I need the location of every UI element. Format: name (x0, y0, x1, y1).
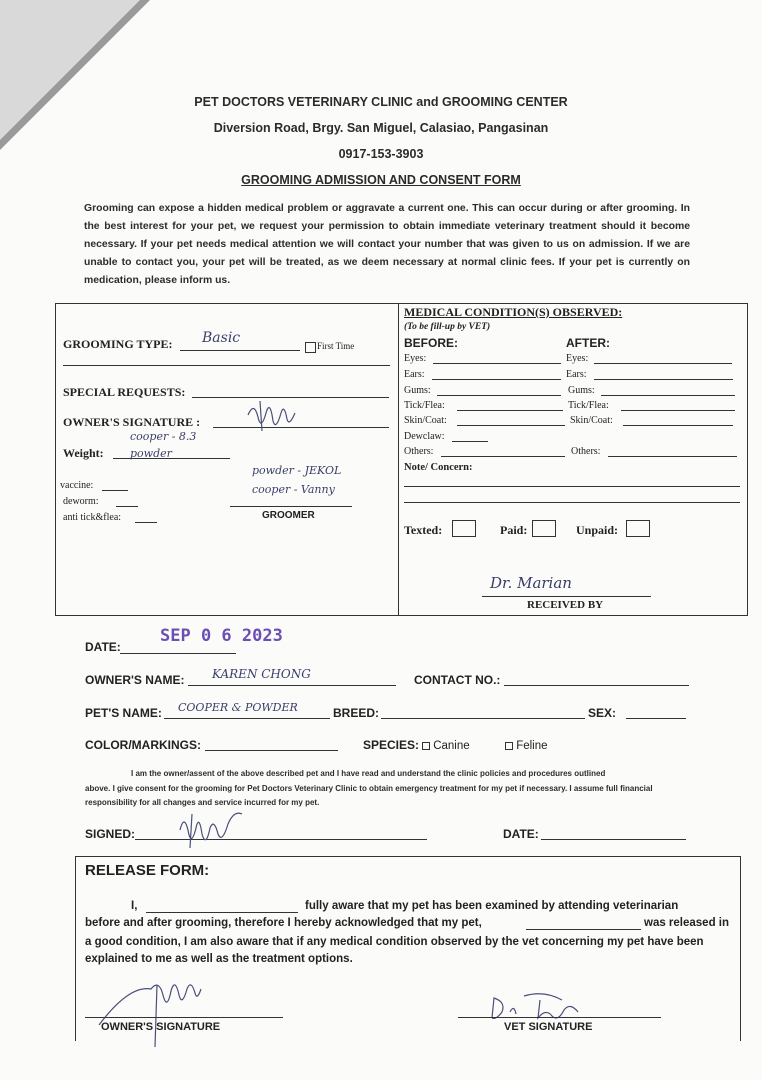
owner-signature-scribble (240, 395, 310, 435)
weight-note-cooper: cooper - 8.3 (130, 430, 197, 443)
groomer-note-powder: powder - JEKOL (252, 464, 342, 477)
owner-signature-label: OWNER'S SIGNATURE : (63, 415, 201, 429)
release-title: RELEASE FORM: (85, 862, 210, 879)
contact-label: CONTACT NO.: (414, 673, 501, 687)
first-time-label: First Time (317, 341, 355, 351)
weight-note-powder: powder (130, 447, 172, 460)
folded-corner-shade (0, 0, 140, 140)
after-eyes-field[interactable] (594, 363, 732, 364)
clinic-phone: 0917-153-3903 (338, 147, 424, 161)
owner-name-value: KAREN CHONG (212, 667, 311, 681)
groomer-line (230, 506, 352, 507)
weight-label: Weight: (63, 446, 104, 460)
release-pet-field[interactable] (526, 929, 641, 930)
release-i-label: I, (131, 900, 138, 912)
feline-label: Feline (516, 740, 548, 752)
first-time-checkbox[interactable] (305, 339, 316, 357)
note-line-1[interactable] (404, 486, 740, 487)
dewclaw-label: Dewclaw: (404, 431, 445, 442)
grooming-type-value[interactable]: Basic (202, 330, 241, 346)
unpaid-label: Unpaid: (576, 523, 619, 537)
medical-subtitle: (To be fill-up by VET) (404, 322, 491, 332)
consent-date-field[interactable] (541, 839, 686, 840)
after-ears-field[interactable] (594, 379, 733, 380)
color-markings-label: COLOR/MARKINGS: (85, 738, 201, 752)
pet-name-label: PET'S NAME: (85, 706, 162, 720)
after-gums-field[interactable] (601, 395, 735, 396)
note-concern-label: Note/ Concern: (404, 462, 473, 473)
note-line-2[interactable] (404, 502, 740, 503)
date-stamp: SEP 0 6 2023 (160, 626, 283, 646)
release-left-border (75, 856, 76, 1041)
date-field[interactable] (120, 653, 236, 654)
before-tickflea-label: Tick/Flea: (404, 400, 445, 411)
form-title: GROOMING ADMISSION AND CONSENT FORM (241, 173, 521, 187)
before-skincoat-label: Skin/Coat: (404, 415, 447, 426)
received-by-label: RECEIVED BY (527, 599, 604, 611)
contact-field[interactable] (504, 685, 689, 686)
groomer-label: GROOMER (262, 510, 315, 521)
release-right-border (740, 856, 741, 1041)
special-requests-label: SPECIAL REQUESTS: (63, 385, 186, 399)
after-eyes-label: Eyes: (566, 353, 589, 364)
vet-sig-label: VET SIGNATURE (504, 1021, 593, 1033)
before-ears-label: Ears: (404, 369, 425, 380)
after-skincoat-field[interactable] (623, 425, 733, 426)
owner-sig-label: OWNER'S SIGNATURE (101, 1021, 221, 1033)
date-label: DATE: (85, 640, 121, 654)
before-gums-label: Gums: (404, 385, 431, 396)
owner-name-field[interactable] (188, 685, 396, 686)
release-text-3: was released in (644, 917, 730, 929)
medical-title: MEDICAL CONDITION(S) OBSERVED: (404, 305, 623, 319)
feline-option[interactable] (505, 740, 548, 752)
deworm-label: deworm: (63, 496, 99, 507)
color-markings-field[interactable] (205, 750, 338, 751)
clinic-address: Diversion Road, Brgy. San Miguel, Calasiao, Pangasinan (213, 121, 549, 135)
others-before-label: Others: (404, 446, 434, 457)
consent-date-label: DATE: (503, 827, 539, 841)
after-tickflea-label: Tick/Flea: (568, 400, 609, 411)
vaccine-line (102, 490, 128, 491)
release-text-2: before and after grooming, therefore I hereby acknowledged that my pet, (85, 917, 482, 929)
breed-field[interactable] (381, 718, 585, 719)
groomer-note-cooper: cooper - Vanny (252, 483, 335, 496)
after-ears-label: Ears: (566, 369, 587, 380)
paid-checkbox[interactable] (532, 520, 556, 537)
box-divider (398, 303, 399, 616)
sex-field[interactable] (626, 718, 686, 719)
release-top-border (75, 856, 741, 857)
received-by-value: Dr. Marian (490, 574, 572, 592)
consent-text-rest: above. I give consent for the grooming for Pet Doctors Veterinary Clinic to obtain emergency treatment for my pet if necessary. I assume full financial responsibility for all changes and service incurred for my pet. (85, 784, 653, 807)
sex-label: SEX: (588, 706, 617, 720)
before-eyes-label: Eyes: (404, 353, 427, 364)
release-owner-field[interactable] (146, 912, 298, 913)
texted-checkbox[interactable] (452, 520, 476, 537)
release-owner-sig-line[interactable] (85, 1017, 283, 1018)
pet-name-field[interactable] (164, 718, 330, 719)
before-label: BEFORE: (404, 336, 458, 350)
grooming-type-rule (63, 365, 390, 366)
consent-signature-scribble (170, 808, 250, 853)
owner-name-label: OWNER'S NAME: (85, 673, 185, 687)
intro-paragraph: Grooming can expose a hidden medical problem or aggravate a current one. This can occur during or after grooming. In the best interest for your pet, we request your permission to obtain immediate veterinary treatment should it become necessary. If your pet needs medical attention we will contact your number that was given to us on admission. If we are unable to contact you, your pet will be treated, as we deem necessary at normal clinic fees. If your pet is currently on medication, please inform us. (84, 203, 690, 286)
antitick-line (135, 522, 157, 523)
signed-label: SIGNED: (85, 827, 136, 841)
pet-name-value: COOPER & POWDER (178, 701, 298, 714)
canine-label: Canine (433, 740, 470, 752)
before-eyes-field[interactable] (433, 363, 561, 364)
texted-label: Texted: (404, 523, 443, 537)
consent-text-line1: I am the owner/assent of the above described pet and I have read and understand the clinic policies and procedures outlined (131, 769, 606, 778)
species-label: SPECIES: (363, 738, 420, 752)
after-skincoat-label: Skin/Coat: (570, 415, 613, 426)
after-tickflea-field[interactable] (621, 410, 735, 411)
after-label: AFTER: (566, 336, 610, 350)
paid-label: Paid: (500, 523, 528, 537)
grooming-type-label: GROOMING TYPE: (63, 337, 173, 351)
antitick-label: anti tick&flea: (63, 512, 122, 523)
before-tickflea-field[interactable] (457, 410, 563, 411)
grooming-type-line (180, 350, 300, 351)
unpaid-checkbox[interactable] (626, 520, 650, 537)
canine-option[interactable] (422, 740, 470, 752)
release-vet-sig-line[interactable] (458, 1017, 661, 1018)
after-gums-label: Gums: (568, 385, 595, 396)
dewclaw-field[interactable] (452, 441, 488, 442)
deworm-line (116, 506, 138, 507)
release-text-1: fully aware that my pet has been examined by attending veterinarian (305, 900, 679, 912)
vaccine-label: vaccine: (60, 480, 94, 491)
before-skincoat-field[interactable] (457, 425, 565, 426)
release-owner-signature-scribble (95, 975, 235, 1050)
breed-label: BREED: (333, 706, 380, 720)
others-before-field[interactable] (441, 456, 565, 457)
release-text-4: a good condition, I am also aware that if any medical condition observed by the vet concerning my pet have been explained to me as well as the treatment options. (85, 936, 704, 965)
before-ears-field[interactable] (432, 379, 561, 380)
before-gums-field[interactable] (437, 395, 561, 396)
others-after-label: Others: (571, 446, 601, 457)
clinic-name: PET DOCTORS VETERINARY CLINIC and GROOMING CENTER (194, 95, 568, 109)
others-after-field[interactable] (608, 456, 737, 457)
received-by-line (482, 596, 651, 597)
